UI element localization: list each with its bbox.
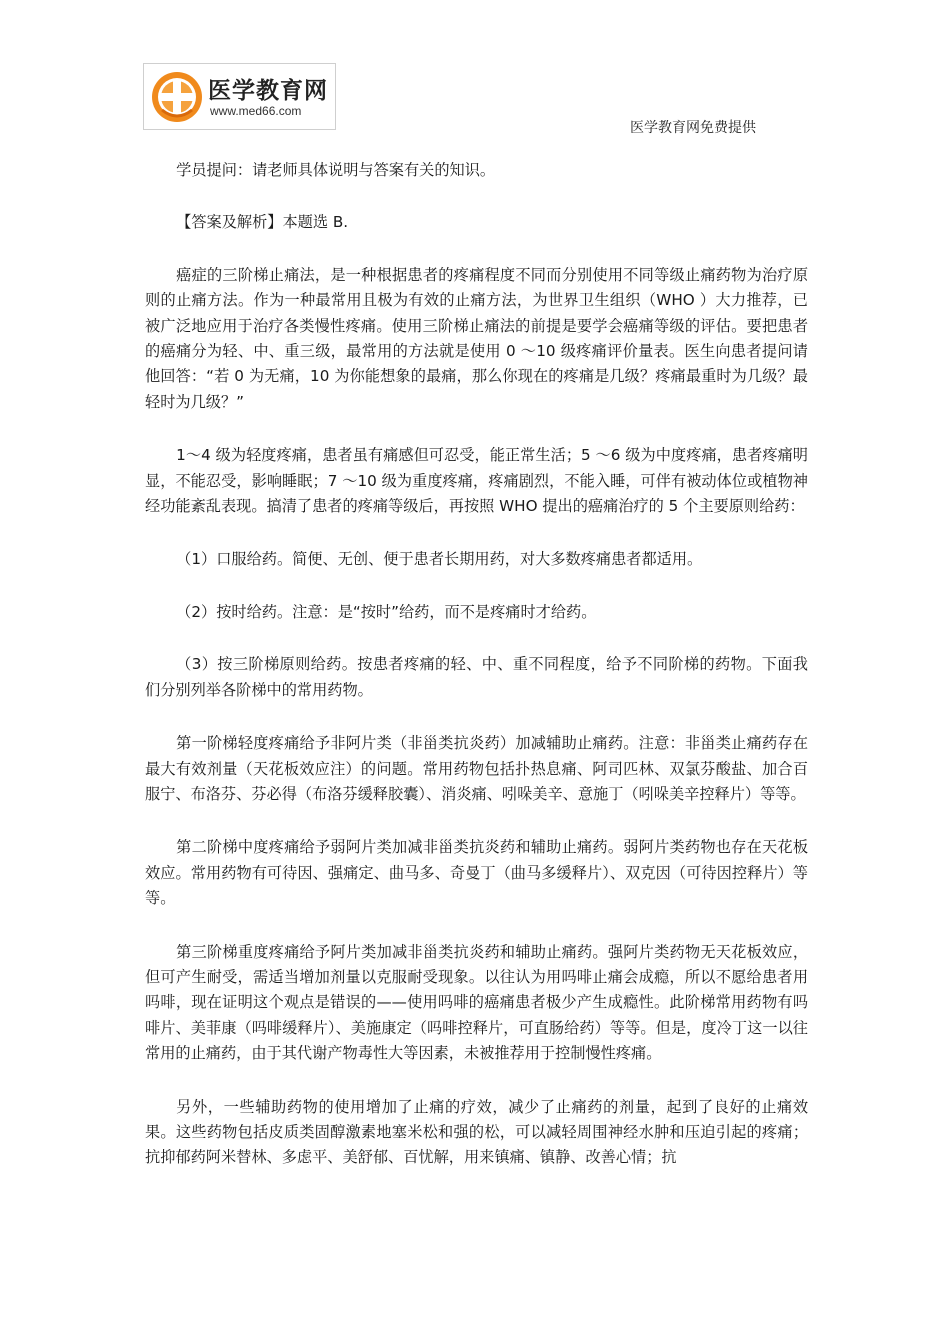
body-paragraph: 癌症的三阶梯止痛法，是一种根据患者的疼痛程度不同而分别使用不同等级止痛药物为治疗原则的止痛方法。作为一种最常用且极为有效的止痛方法，为世界卫生组织（WHO ）大力推荐，已被广泛地应用于治疗各类慢性疼痛。使用三阶梯止痛法的前提是要学会癌痛等级的评估。要把患者的癌痛分为轻、中、重三级，最常用的方法就是使用 0 ～10 级疼痛评价量表。医生向患者提问请他回答：“若 0 为无痛，10 为你能想象的最痛，那么你现在的疼痛是几级？疼痛最重时为几级？最轻时为几级？” — [145, 265, 808, 411]
question-paragraph: 学员提问：请老师具体说明与答案有关的知识。 — [176, 161, 496, 179]
body-paragraph: 第一阶梯轻度疼痛给予非阿片类（非甾类抗炎药）加减辅助止痛药。注意：非甾类止痛药存在最大有效剂量（天花板效应注）的问题。常用药物包括扑热息痛、阿司匹林、双氯芬酸盐、加合百服宁、布洛芬、芬必得（布洛芬缓释胶囊）、消炎痛、吲哚美辛、意施丁（吲哚美辛控释片）等等。 — [145, 734, 808, 803]
body-paragraph: 第二阶梯中度疼痛给予弱阿片类加减非甾类抗炎药和辅助止痛药。弱阿片类药物也存在天花板效应。常用药物有可待因、强痛定、曲马多、奇曼丁（曲马多缓释片）、双克因（可待因控释片）等等。 — [145, 838, 808, 908]
body-paragraph: 另外，一些辅助药物的使用增加了止痛的疗效，减少了止痛药的剂量，起到了良好的止痛效果。这些药物包括皮质类固醇激素地塞米松和强的松，可以减轻周围神经水肿和压迫引起的疼痛；抗抑郁药阿米替林、多虑平、美舒郁、百忧解，用来镇痛、镇静、改善心情；抗 — [145, 1097, 808, 1167]
principle-item: （2）按时给药。注意：是“按时”给药，而不是疼痛时才给药。 — [176, 602, 597, 621]
body-paragraph: 第三阶梯重度疼痛给予阿片类加减非甾类抗炎药和辅助止痛药。强阿片类药物无天花板效应，但可产生耐受，需适当增加剂量以克服耐受现象。以往认为用吗啡止痛会成瘾，所以不愿给患者用吗啡，现在证明这个观点是错误的——使用吗啡的癌痛患者极少产生成瘾性。此阶梯常用药物有吗啡片、美菲康（吗啡缓释片）、美施康定（吗啡控释片，可直肠给药）等等。但是，度冷丁这一以往常用的止痛药，由于其代谢产物毒性大等因素，未被推荐用于控制慢性疼痛。 — [145, 942, 808, 1063]
logo-title: 医学教育网 — [208, 78, 328, 104]
principle-item: （3）按三阶梯原则给药。按患者疼痛的轻、中、重不同程度，给予不同阶梯的药物。下面我们分别列举各阶梯中的常用药物。 — [145, 655, 808, 699]
body-paragraph: 1～4 级为轻度疼痛，患者虽有痛感但可忍受，能正常生活；5 ～6 级为中度疼痛，患者疼痛明显，不能忍受，影响睡眠；7 ～10 级为重度疼痛，疼痛剧烈，不能入睡，可伴有被动体位或植物神经功能紊乱表现。搞清了患者的疼痛等级后，再按照 WHO 提出的癌痛治疗的 5 个主要原则给药： — [145, 446, 808, 516]
provider-text: 医学教育网免费提供 — [630, 120, 756, 136]
logo-url: www.med66.com — [210, 104, 302, 118]
answer-heading: 【答案及解析】本题选 B. — [176, 213, 349, 232]
principle-item: （1）口服给药。简便、无创、便于患者长期用药，对大多数疼痛患者都适用。 — [176, 550, 703, 569]
site-logo — [143, 63, 336, 130]
medical-cross-logo-icon — [150, 70, 204, 124]
document-body — [145, 158, 808, 1199]
